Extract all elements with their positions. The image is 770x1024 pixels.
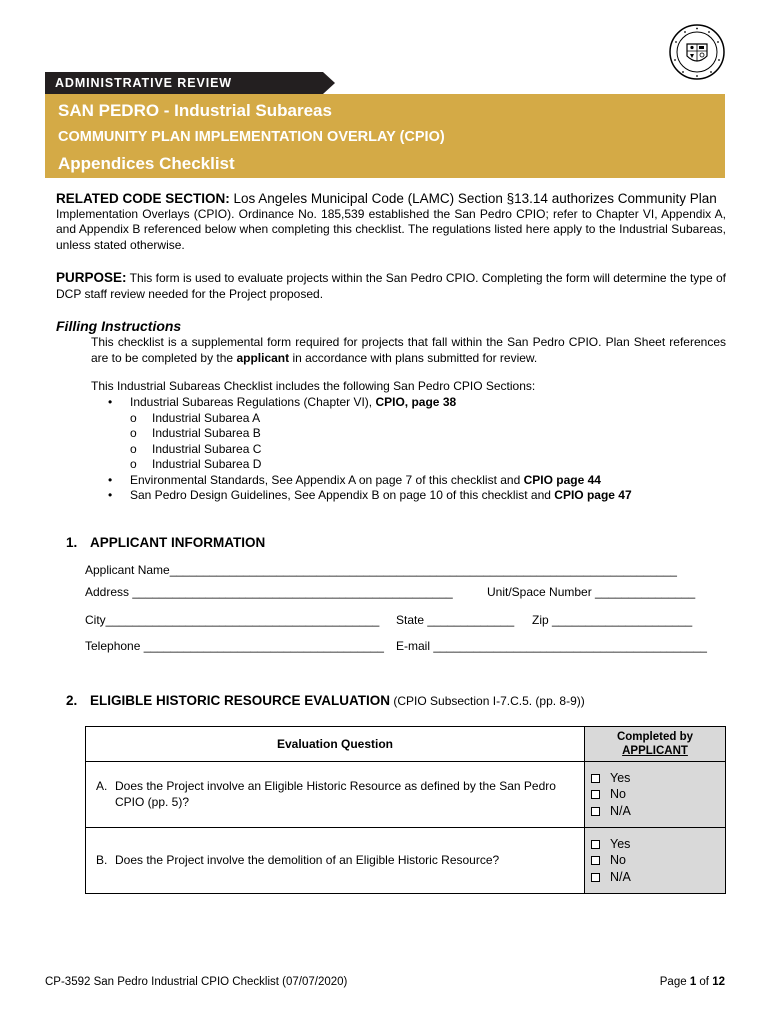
checkbox-option[interactable] (591, 869, 719, 886)
section-number: 1. (66, 535, 78, 550)
section-title: APPLICANT INFORMATION (90, 535, 266, 550)
list-subitem: o Industrial Subarea B (130, 426, 261, 440)
checkbox-option[interactable] (591, 803, 719, 820)
checkbox-option[interactable] (591, 836, 719, 853)
checkbox-icon[interactable] (591, 873, 600, 882)
checkbox-icon[interactable] (591, 856, 600, 865)
subitem-text: Industrial Subarea C (152, 441, 262, 456)
related-code-first: Los Angeles Municipal Code (LAMC) Section §13.14 authorizes Community Plan (229, 191, 717, 206)
filling-instructions-text (91, 335, 726, 366)
purpose-section (56, 270, 726, 302)
page-total: 12 (712, 976, 725, 988)
section-note: (CPIO Subsection I-7.C.5. (pp. 8-9)) (390, 694, 585, 708)
table-row (86, 762, 726, 828)
list-subitem: o Industrial Subarea A (130, 410, 261, 425)
filling-text-c: in accordance with plans submitted for review. (289, 350, 538, 365)
subitem-text: Industrial Subarea A (152, 410, 261, 425)
checkbox-label: Yes (610, 770, 631, 785)
filling-text-a: This checklist is a supplemental form required for projects that fall within the San Pedro CPIO. Plan Sheet references are to be completed by the (91, 335, 726, 365)
footer-form-id: CP-3592 San Pedro Industrial CPIO Checklist (07/07/2020) (45, 976, 348, 988)
purpose-body: This form is used to evaluate projects within the San Pedro CPIO. Completing the form will determine the type of DCP staff review needed for the Project proposed. (56, 271, 726, 301)
related-code-body: Implementation Overlays (CPIO). Ordinance No. 185,539 established the San Pedro CPIO; refer to Chapter VI, Appendix A, and Appendix B referenced below when completing this checklist. The regulations listed here apply to the Industrial Subareas, unless stated otherwise. (56, 206, 726, 252)
doc-subtitle-2: Appendices Checklist (58, 154, 235, 173)
purpose-lead: PURPOSE: (56, 270, 127, 285)
subitem-text: Industrial Subarea B (152, 426, 261, 440)
applicant-name-field[interactable]: Applicant Name____________________________________________________________________________ (85, 563, 677, 577)
column-header-completed (585, 727, 726, 762)
footer-page-number (660, 976, 725, 988)
checkbox-option[interactable] (591, 852, 719, 869)
checkbox-label: N/A (610, 803, 631, 818)
bullet-icon: • (108, 488, 113, 502)
list-item-ref: CPIO page 44 (523, 472, 601, 487)
checkbox-option[interactable] (591, 786, 719, 803)
applicant-label: APPLICANT (622, 745, 688, 757)
bullet-icon: • (108, 472, 113, 487)
column-header-question: Evaluation Question (86, 727, 585, 762)
answer-cell (585, 828, 726, 894)
answer-cell (585, 762, 726, 828)
question-letter: A. (96, 779, 108, 793)
evaluation-table (85, 726, 726, 894)
subitem-text: Industrial Subarea D (152, 457, 262, 471)
question-cell (86, 828, 585, 894)
question-text: Does the Project involve the demolition of an Eligible Historic Resource? (115, 852, 500, 867)
section-title: ELIGIBLE HISTORIC RESOURCE EVALUATION (90, 693, 391, 708)
doc-subtitle: COMMUNITY PLAN IMPLEMENTATION OVERLAY (CPIO) (58, 129, 445, 145)
checkbox-label: N/A (610, 869, 631, 884)
zip-field[interactable]: Zip _____________________ (532, 613, 693, 627)
list-item-text: San Pedro Design Guidelines, See Appendix B on page 10 of this checklist and (130, 488, 555, 502)
list-subitem: o Industrial Subarea D (130, 457, 262, 471)
list-item-ref: CPIO page 47 (554, 488, 632, 502)
question-cell (86, 762, 585, 828)
city-field[interactable]: City_________________________________________ (85, 613, 380, 627)
email-field[interactable]: E-mail _________________________________________ (396, 639, 707, 653)
checkbox-label: Yes (610, 836, 631, 851)
list-subitem: o Industrial Subarea C (130, 441, 262, 456)
of-word: of (696, 976, 713, 988)
doc-title: SAN PEDRO - Industrial Subareas (58, 101, 332, 120)
sections-list (108, 395, 708, 504)
list-item-text: Environmental Standards, See Appendix A on page 7 of this checklist and (130, 472, 524, 487)
checkbox-option[interactable] (591, 770, 719, 787)
bullet-icon: • (108, 395, 113, 409)
filling-text-applicant: applicant (236, 350, 290, 365)
checkbox-label: No (610, 787, 626, 802)
address-field[interactable]: Address ________________________________________________ (85, 585, 453, 599)
page-word: Page (659, 976, 690, 988)
title-block (45, 94, 725, 178)
telephone-field[interactable]: Telephone ____________________________________ (85, 639, 384, 653)
checkbox-label: No (610, 853, 626, 868)
related-code-section (56, 191, 726, 253)
table-row (86, 828, 726, 894)
sections-intro: This Industrial Subareas Checklist includes the following San Pedro CPIO Sections: (91, 379, 536, 393)
table-header-row (86, 727, 726, 762)
question-letter: B. (96, 852, 108, 867)
section-2-heading (66, 693, 585, 708)
section-number: 2. (66, 693, 78, 708)
completed-by-label: Completed by (616, 731, 694, 743)
checkbox-icon[interactable] (591, 774, 600, 783)
checkbox-icon[interactable] (591, 807, 600, 816)
question-text: Does the Project involve an Eligible Historic Resource as defined by the San Pedro CPIO (pp. 5)? (115, 779, 556, 809)
list-item (108, 488, 708, 504)
section-1-heading (66, 535, 265, 550)
related-code-lead: RELATED CODE SECTION: (56, 191, 230, 206)
city-seal-logo (669, 24, 725, 80)
page-current: 1 (689, 976, 697, 988)
banner-label: ADMINISTRATIVE REVIEW (55, 76, 233, 90)
list-item-ref: CPIO, page 38 (375, 395, 457, 409)
state-field[interactable]: State _____________ (396, 613, 515, 627)
list-item (108, 395, 708, 411)
list-item-text: Industrial Subareas Regulations (Chapter VI), (130, 395, 376, 409)
filling-instructions-heading: Filling Instructions (56, 318, 182, 334)
list-item (108, 473, 708, 489)
checkbox-icon[interactable] (591, 840, 600, 849)
checkbox-icon[interactable] (591, 790, 600, 799)
unit-space-field[interactable]: Unit/Space Number _______________ (487, 585, 696, 599)
